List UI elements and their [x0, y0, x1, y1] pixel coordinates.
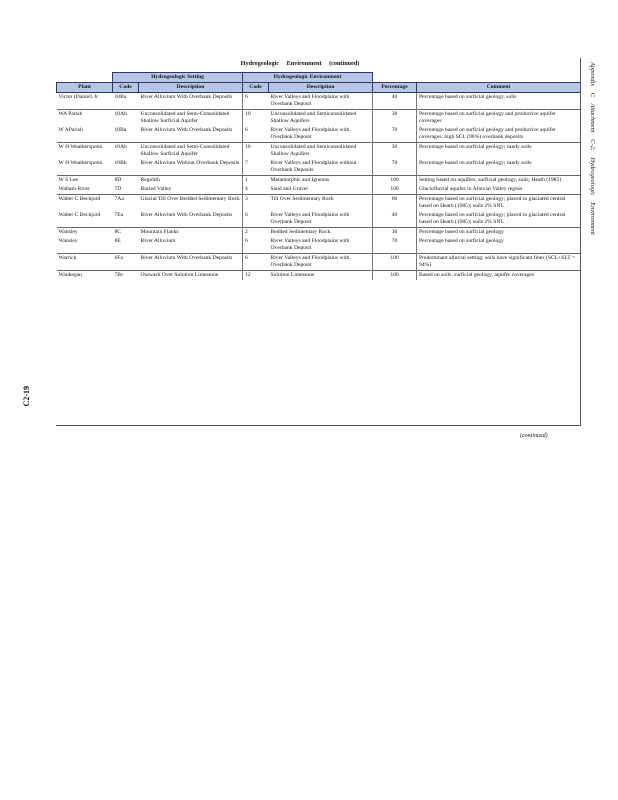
table-row	[57, 175, 581, 184]
comment-cell: Percentage based on surficial geology and productive aquifer coverages; high SCL (96%) overbank deposits	[417, 126, 581, 142]
table-row	[57, 109, 581, 125]
env-description-cell: Bedded Sedimentary Rock	[269, 227, 373, 236]
environment-group-header: Hydrogeologic Environment	[243, 73, 373, 83]
comment-cell: Percentage based on surficial geology and productive aquifer coverages	[417, 109, 581, 125]
continued-note: (continued)	[520, 433, 548, 439]
env-description-cell: River Valleys and Floodplains with Overbank Deposit	[270, 126, 350, 140]
plant-cell: Walter C Beckjord	[57, 194, 113, 210]
code-cell: 6Fa	[113, 253, 139, 270]
percentage-cell: 60	[373, 194, 417, 210]
code-cell: 10Ba	[114, 126, 127, 133]
comment-cell: Percentage based on surficial geology; placed in glaciated central based on Heath (1985); soils 2% SNL	[417, 194, 581, 210]
code-cell: 8C	[113, 227, 139, 236]
group-header-row	[57, 73, 581, 83]
percentage-cell: 100	[373, 270, 417, 279]
env-code-cell: 6	[243, 126, 269, 142]
env-code-cell: 1	[243, 175, 269, 184]
comment-cell: Percentage based on surficial geology; sandy soils	[417, 159, 581, 175]
env-description-cell: River Valleys and Floodplains with Overbank Deposit	[269, 92, 373, 109]
env-code-cell: 2	[243, 227, 269, 236]
env-description-cell: Sand and Gravel	[270, 185, 308, 192]
env-description-cell: Metamorphic and Igneous	[269, 175, 373, 184]
plant-cell: W H Weatherspoon	[58, 159, 103, 166]
env-code-cell: 6	[243, 253, 269, 270]
env-code-cell: 6	[243, 211, 269, 227]
code-cell: 10Ab	[113, 142, 139, 158]
env-code-cell: 6	[243, 237, 269, 253]
description-cell: Mountain Flanks	[139, 227, 243, 236]
plant-cell: WA Parish	[57, 109, 113, 125]
percentage-cell: 100	[373, 185, 417, 194]
code-cell: 10Bb	[114, 159, 127, 166]
env-description-cell: River Valleys and Floodplains with Overbank Deposit	[270, 237, 350, 251]
comment-cell: Glaciofluvial aquifer in Alluvial Valley region	[417, 185, 581, 194]
side-header: Appendix C Attachment C-2: Hydrogeologic Environment	[589, 62, 596, 235]
table-row	[57, 126, 581, 142]
percentage-header: Percentage	[373, 82, 417, 92]
table-row	[57, 211, 581, 227]
percentage-cell: 100	[373, 175, 417, 184]
comment-cell: Percentage based on surficial geology; placed in glaciated central based on Heath (1985); soils 2% SNL	[417, 211, 581, 227]
description-cell: River Alluvium Without Overbank Deposits	[140, 159, 240, 166]
description-cell: Outwash Over Solution Limestone	[139, 270, 243, 279]
code-cell: 8E	[114, 237, 121, 244]
plant-cell: W H Weatherspoon	[57, 142, 113, 158]
percentage-cell: 70	[373, 126, 417, 142]
code-cell: 10Ba	[113, 92, 139, 109]
percentage-cell: 30	[373, 109, 417, 125]
percentage-cell: 40	[373, 211, 417, 227]
env-description-cell: Solution Limestone	[269, 270, 373, 279]
env-description-cell: River Valleys and Floodplains with Overbank Deposit	[269, 253, 373, 270]
description-cell: Glacial Till Over Bedded Sedimentary Rock	[139, 194, 243, 210]
blank-header-cell	[417, 73, 581, 83]
table-row	[57, 92, 581, 109]
code-cell: 10Ab	[113, 109, 139, 125]
description-header: Description	[139, 82, 243, 92]
code-header: Code	[113, 82, 139, 92]
comment-header: Comment	[417, 82, 581, 92]
plant-cell: Wabash River	[58, 185, 90, 192]
description-cell: River Alluvium With Overbank Deposits	[139, 253, 243, 270]
plant-cell: Walter C Beckjord	[58, 211, 101, 218]
table-row	[57, 159, 581, 175]
code-cell: 7Aa	[113, 194, 139, 210]
env-description-cell: River Valleys and Floodplains without Overbank Deposits	[270, 159, 357, 173]
env-code-cell: 12	[243, 270, 269, 279]
comment-cell: Based on soils, surficial geology, aquifer coverages	[417, 270, 581, 279]
table-row	[57, 194, 581, 210]
percentage-cell: 70	[373, 159, 417, 175]
plant-cell: Wansley	[58, 237, 78, 244]
env-code-cell: 7	[243, 159, 269, 175]
blank-header-cell	[57, 73, 113, 83]
blank-header-cell	[373, 73, 417, 83]
column-header-row	[57, 82, 581, 92]
description-cell: Unconsolidated and Semi-Consolidated Shallow Surficial Aquifer	[139, 109, 243, 125]
env-description-cell: Unconsolidated and Semiconsolidated Shallow Aquifers	[269, 142, 373, 158]
setting-group-header: Hydrogeologic Setting	[113, 73, 243, 83]
hydrogeologic-table	[56, 72, 581, 280]
table-row	[57, 237, 581, 253]
env-code-cell: 3	[243, 194, 269, 210]
comment-cell: Percentage based on surficial geology; sandy soils	[417, 142, 581, 158]
table-row	[57, 142, 581, 158]
bottom-rule	[56, 425, 580, 426]
table-row	[57, 185, 581, 194]
description-cell: River Alluvium With Overbank Deposits	[140, 126, 233, 133]
env-description-cell: Till Over Sedimentary Rock	[269, 194, 373, 210]
code-cell: 7Ea	[114, 211, 124, 218]
comment-cell: Percentage based on surficial geology	[417, 237, 581, 253]
description-cell: Buried Valley	[140, 185, 172, 192]
comment-cell: Percentage based on surficial geology, soils	[417, 92, 581, 109]
plant-header: Plant	[57, 82, 113, 92]
plant-cell: Warrick	[57, 253, 113, 270]
plant-cell: Waukegan	[57, 270, 113, 279]
env-description-cell: River Valleys and Floodplains with Overbank Deposit	[270, 211, 350, 225]
table-row	[57, 270, 581, 279]
comment-cell: Percentage based on surficial geology	[417, 227, 581, 236]
env-description-header: Description	[269, 82, 373, 92]
env-code-cell: 10	[243, 109, 269, 125]
code-cell: 7D	[114, 185, 122, 192]
code-cell: 8D	[113, 175, 139, 184]
env-code-header: Code	[243, 82, 269, 92]
table-row	[57, 253, 581, 270]
percentage-cell: 30	[373, 142, 417, 158]
page-number: C2-19	[22, 386, 31, 407]
percentage-cell: 100	[373, 253, 417, 270]
right-rule	[580, 58, 581, 426]
description-cell: Unconsolidated and Semi-Consolidated Shallow Surficial Aquifer	[139, 142, 243, 158]
plant-cell: W S Lee	[57, 175, 113, 184]
plant-cell: Victor (Daniel) Jr	[57, 92, 113, 109]
table-row	[57, 227, 581, 236]
description-cell: River Alluvium With Overbank Deposits	[140, 211, 233, 218]
description-cell: River Alluvium With Overbank Deposits	[139, 92, 243, 109]
env-code-cell: 6	[243, 92, 269, 109]
env-code-cell: 4	[243, 185, 269, 194]
plant-cell: W AParish	[58, 126, 83, 133]
table-body	[57, 92, 581, 279]
code-cell: 7Bc	[113, 270, 139, 279]
description-cell: Regolith	[139, 175, 243, 184]
comment-cell: Predominant alluvial setting; soils have significant fines (SCL+SLT = 94%)	[417, 253, 581, 270]
env-description-cell: Unconsolidated and Semiconsolidated Shallow Aquifers	[269, 109, 373, 125]
page-title: Hydrogeologic Environment (continued)	[240, 60, 360, 67]
comment-cell: Setting based on aquifers, surficial geology, soils, Heath (1985)	[417, 175, 581, 184]
env-code-cell: 10	[243, 142, 269, 158]
plant-cell: Wansley	[57, 227, 113, 236]
percentage-cell: 30	[373, 227, 417, 236]
percentage-cell: 40	[373, 92, 417, 109]
percentage-cell: 70	[373, 237, 417, 253]
description-cell: River Alluvium	[140, 237, 176, 244]
